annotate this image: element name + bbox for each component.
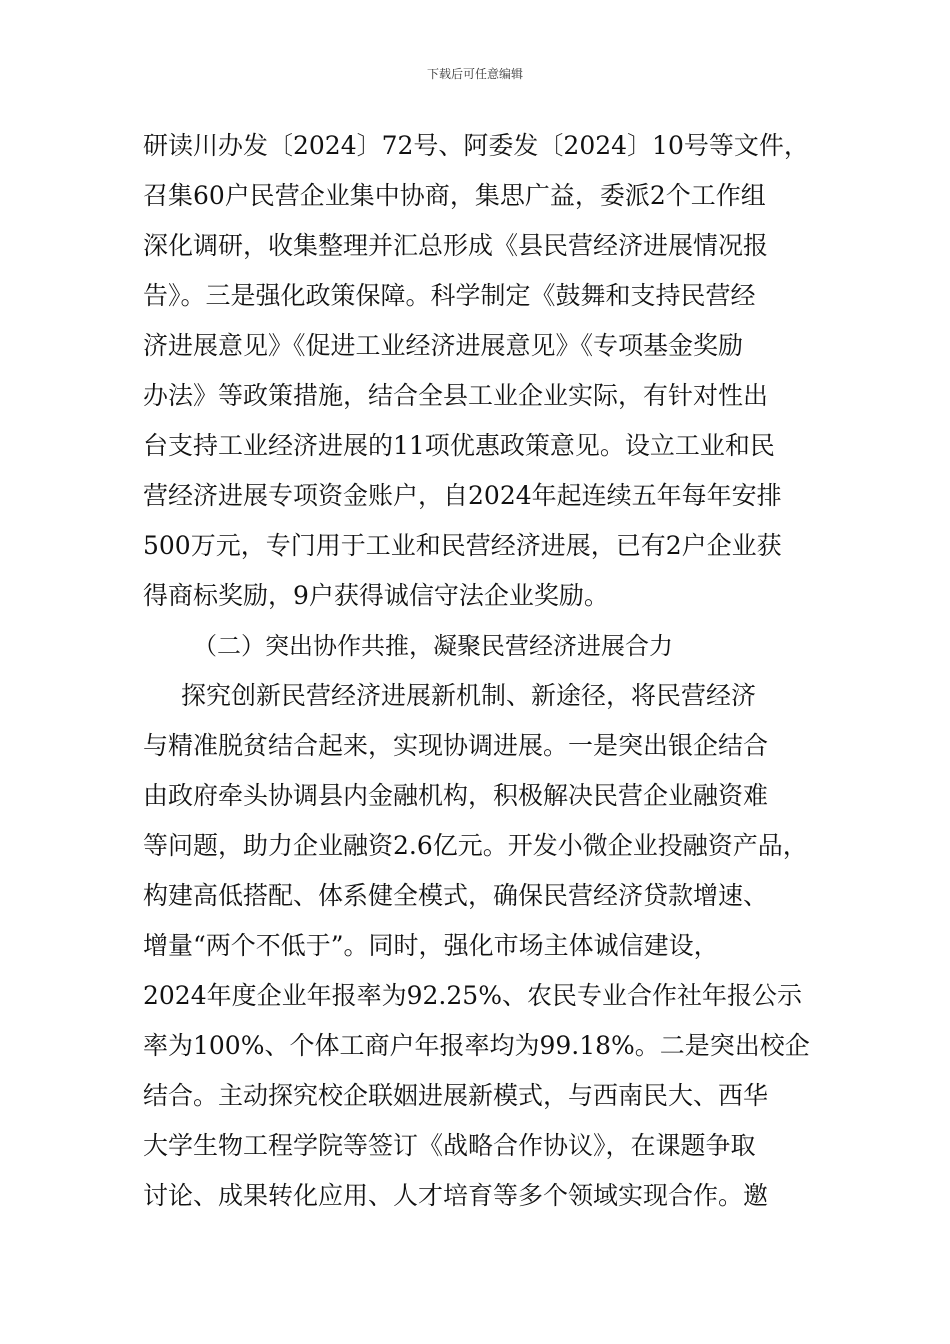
text-line: 结合。主动探究校企联姻进展新模式，与西南民大、西华 [143, 1081, 769, 1110]
text-line: 率为100%、个体工商户年报率均为99.18%。二是突出校企 [143, 1031, 810, 1060]
document-body [143, 128, 823, 1228]
text-line: 增量“两个不低于”。同时，强化市场主体诚信建设， [143, 931, 719, 960]
text-line: 与精准脱贫结合起来，实现协调进展。一是突出银企结合 [143, 731, 769, 760]
text-line: 由政府牵头协调县内金融机构，积极解决民营企业融资难 [143, 781, 769, 810]
text-line: 营经济进展专项资金账户，自2024年起连续五年每年安排 [143, 481, 782, 510]
text-line: 台支持工业经济进展的11项优惠政策意见。设立工业和民 [143, 431, 775, 460]
text-line: 告》。三是强化政策保障。科学制定《鼓舞和支持民营经 [143, 281, 756, 310]
text-line: 济进展意见》《促进工业经济进展意见》《专项基金奖励 [143, 331, 744, 360]
text-line: 2024年度企业年报率为92.25%、农民专业合作社年报公示 [143, 981, 802, 1010]
text-line: 得商标奖励，9户获得诚信守法企业奖励。 [143, 581, 609, 610]
text-line: 500万元，专门用于工业和民营经济进展，已有2户企业获 [143, 531, 782, 560]
text-line: 讨论、成果转化应用、人才培育等多个领域实现合作。邀 [143, 1181, 769, 1210]
paragraph-first-line: 探究创新民营经济进展新机制、新途径，将民营经济 [181, 681, 757, 710]
text-line: 办法》等政策措施，结合全县工业企业实际，有针对性出 [143, 381, 769, 410]
text-line: 研读川办发〔2024〕72号、阿委发〔2024〕10号等文件， [143, 131, 809, 160]
text-line: 召集60户民营企业集中协商，集思广益，委派2个工作组 [143, 181, 766, 210]
text-line: 等问题，助力企业融资2.6亿元。开发小微企业投融资产品， [143, 831, 808, 860]
section-heading: （二）突出协作共推，凝聚民营经济进展合力 [193, 632, 673, 660]
text-line: 深化调研，收集整理并汇总形成《县民营经济进展情况报 [143, 231, 769, 260]
page-header-note: 下载后可任意编辑 [426, 67, 523, 81]
text-line: 大学生物工程学院等签订《战略合作协议》，在课题争取 [143, 1131, 756, 1160]
text-line: 构建高低搭配、体系健全模式，确保民营经济贷款增速、 [143, 881, 769, 910]
